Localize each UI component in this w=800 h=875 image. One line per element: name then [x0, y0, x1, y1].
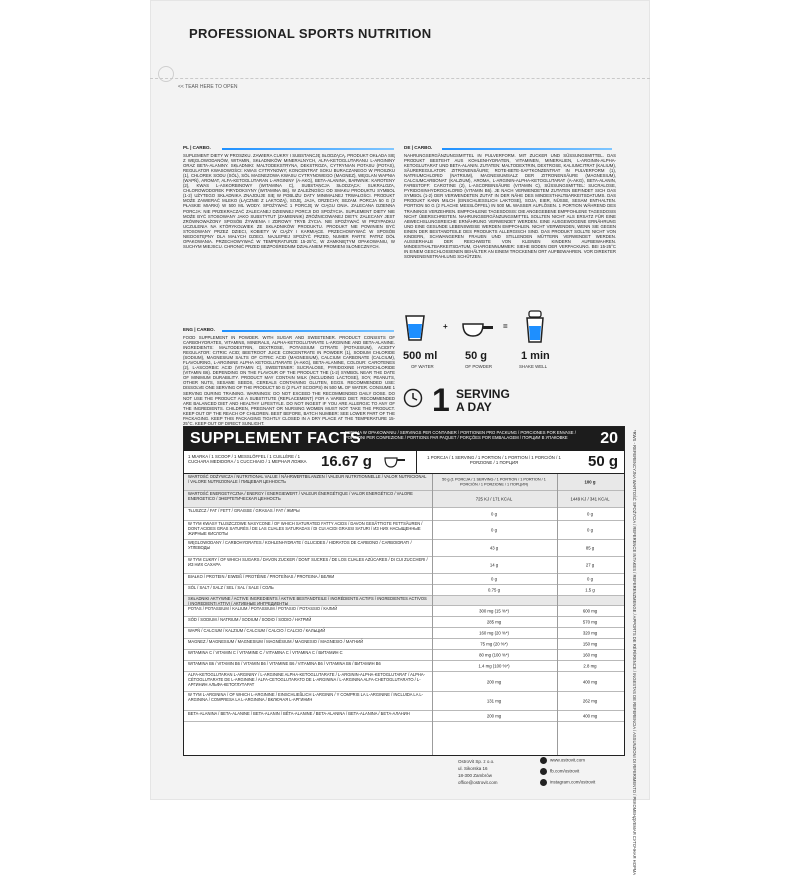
value-per-100g: 400 mg — [582, 713, 598, 719]
value-per-100g: 1.5 g — [585, 587, 595, 593]
value-per-serving: 200 mg — [486, 713, 502, 719]
serving-count: 1 — [432, 382, 450, 418]
nutrient-name: BIAŁKO / PROTEIN / EIWEIß / PROTÉINE / PROTEÍNAS / PROTEINA / БЕЛКИ — [188, 574, 335, 579]
column-divider — [557, 474, 558, 755]
instagram-icon — [540, 779, 547, 786]
table-row — [184, 596, 624, 606]
table-row — [184, 639, 624, 650]
nutrient-name: SKŁADNIKI AKTYWNE / ACTIVE INGREDIENTS / AKTIVE BESTANDTEILE / INGRÉDIENTS ACTIFS / INGREDIENTES ACTIVOS / INGREDIENTI ATTIVI / АКТИВНЫЕ ИНГРЕДИЕНТЫ — [188, 596, 427, 606]
value-per-100g: 85 g — [585, 545, 595, 551]
calendar-clock-icon — [403, 388, 423, 408]
table-row — [184, 540, 624, 557]
supplement-facts-table — [183, 426, 625, 756]
plus-sign: + — [443, 322, 448, 331]
table-row — [184, 661, 624, 672]
serving-line2: A DAY — [456, 400, 492, 414]
nutrition-header-per-serving: 50 g (1 PORCJA / 1 SERVING / 1 PORTION / 1 PORTION / 1 PORCIÓN / 1 PORZIONE / 1 ПОРЦИЯ) — [442, 477, 546, 486]
value-per-serving: 43 g — [489, 545, 499, 551]
web-icon — [540, 757, 547, 764]
nutrient-name: TŁUSZCZ / FAT / FETT / GRAISSE / GRASAS / FAT / ЖИРЫ — [188, 508, 300, 513]
value-per-100g: 1449 KJ / 341 KCAL — [570, 496, 610, 502]
value-per-serving: 725 KJ / 171 KCAL — [475, 496, 513, 502]
value-per-100g: 0 g — [587, 576, 593, 582]
table-row — [184, 628, 624, 639]
nutrient-name: ALFA-KETOGLUTARAN L-ARGININY / L-ARGININE ALPHA-KETOGLUTARATE / L-ARGININ-ALPHA-KETOGLUTARAT / ALPHA-CÉTOGLUTARATE DE L-ARGININE / ALFA-CETOGLUTARATO DE L-ARGININA / L-ARGININA ALFA-CHETOGLUTARATO / L-АРГИНИН АЛЬФА-КЕТОГЛУТАРАТ — [188, 672, 425, 687]
tear-line — [150, 78, 650, 79]
value-per-100g: 570 mg — [582, 619, 598, 625]
de-heading: DE | CARBO. — [404, 145, 433, 150]
nutrient-name: BETA-ALANINA / BETA-ALANINE / BETA-ALANIN / BÊTA-ALANINE / BETA-ALANINA / BETA-ALANINA / БЕТА-АЛАНИН — [188, 711, 410, 716]
table-row — [184, 521, 624, 540]
measuring-scoop-icon — [384, 456, 406, 469]
social-web[interactable] — [540, 757, 585, 764]
value-per-serving: 200 mg — [486, 679, 502, 684]
value-per-serving: 14 g — [489, 562, 499, 568]
value-per-100g: 600 mg — [582, 608, 598, 614]
shaker-icon — [523, 310, 549, 344]
de-description: NAHRUNGSERGÄNZUNGSMITTEL IN PULVERFORM. MIT ZUCKER UND SÜSSUNGSMITTEL. DAS PRODUKT BESTEHT AUS KOHLENHYDRATEN, VITAMINEN, MINERALIEN, L-ARGININ-ALPHA-KETOGLUTARAT UND BETA-ALANIN. ZUTATEN: MALTODEXTRIN, DEXTROSE, KALIUMCITRAT (KALIUM), SÄUREREGULATOR: ZITRONENSÄURE; ROTE-BETE-SAFTKONZENTRAT IN PULVERFORM (1), NATRIUMCHLORID (NATRIUM), MAGNESIUMSALZ DER ZITRONENSÄURE (MAGNESIUM), CALCIUMCARBONAT (KALZIUM), AROMA, L-ARGININ-ALPHA-KETOGLUTARAT (A-AKG), BETA-ALANIN, FARBSTOFF: CAROTINE (2), L-ASCORBINSÄURE (VITAMIN C), SÜSSUNGSMITTEL: SUCRALOSE, PYRIDOXINHYDROCHLORID (VITAMIN B6). JE NACH VERWENDETEM ZUTATEN BEFINDET SICH DAS SYMBOL (1-2) DER VERWENDETEN ZUTAT IN DER NÄHE DES MINDESTHALTBARKEITSDATUMS. DAS PRODUKT KANN MILCH (EINSCHLIESSLICH LAKTOSE), SOJA, EIER, NÜSSE, SESAM ENTHALTEN. PORTION 50 G (2 FLACHE MESSLÖFFEL) IN 500 ML WASSER AUFLÖSEN. 1 PORTION WÄHREND DES TRAININGS VERZEHREN. EMPFOHLENE TAGESDOSIS: DIE ANGEGEBENE EMPFOHLENE TAGESDOSIS NICHT ÜBERSCHREITEN. NAHRUNGSERGÄNZUNGSMITTEL SOLLTEN NICHT ALS ERSATZ FÜR EINE ABWECHSLUNGSREICHE ERNÄHRUNG VERWENDET WERDEN. EINE AUSGEWOGENE ERNÄHRUNG UND EINE GESUNDE LEBENSWEISE WERDEN EMPFOHLEN. NICHT VERWENDEN, WENN SIE GEGEN EINEN DER BESTANDTEILE DES PRODUKTS ALLERGISCH SIND. DAS PRODUKT SOLLTE NICHT VON KINDERN, SCHWANGEREN FRAUEN UND STILLENDEN MÜTTERN VERWENDET WERDEN. AUSSERHALB DER REICHWEITE VON KLEINEN KINDERN AUFBEWAHREN. MINDESTHALTBARKEITSDATUM, CHARGENNUMMER: SIEHE BODEN DER VERPACKUNG. BEI 15-25°C IN EINEM GESCHLOSSENEN BEHÄLTER AN EINEM TROCKENEN ORT AUFBEWAHREN. VOR DIREKTER SONNENEINSTRAHLUNG SCHÜTZEN. — [404, 153, 616, 259]
value-per-serving: 1.4 mg (100 %*) — [478, 663, 510, 669]
divider — [416, 451, 417, 473]
value-per-serving: 80 mg (100 %*) — [479, 652, 509, 658]
nutrient-name: WARTOŚĆ ENERGETYCZNA / ENERGY / ENERGIEWERT / VALEUR ÉNERGÉTIQUE / VALOR ENERGÉTICO / VALORE ENERGETICO / ЭНЕРГЕТИЧЕСКАЯ ЦЕННОСТЬ — [188, 491, 413, 501]
value-per-serving: 0 g — [491, 527, 497, 533]
servings-per-container: 20 — [600, 430, 618, 447]
reference-intake-note: *RWS - REFERENCYJNA WARTOŚĆ SPOŻYCIA / REFERENCE INTAKES / REFERENZMENGE / APPORTS DE RÉFÉRENCE / INGESTAS DE REFERENCIA / ASSUNZIONI DI RIFERIMENTO / РЕКОМЕНДУЕМАЯ СУТОЧНАЯ НОРМА — [632, 430, 637, 875]
facebook-link[interactable]: fb.com/ostrovit — [550, 768, 580, 774]
servings-per-container-label: PORCJA W OPAKOWANIU / SERVINGS PER CONTAINER / PORTIONEN PRO PACKUNG / PORCIONES POR ENVASE / PORZIONI PER CONFEZIONE / PORTIONS PAR PAQUET / PORÇÕES POR EMBALAGEM / ПОРЦИИ В УПАКОВКЕ — [345, 430, 576, 440]
eng-accent-bar — [222, 330, 394, 332]
nutrient-name: W TYM KWASY TŁUSZCZOWE NASYCONE / OF WHICH SATURATED FATTY ACIDS / DAVON GESÄTTIGTE FETTSÄUREN / DONT ACIDES GRAS SATURÉS / DE LAS CUALES SATURADAS / DI CUI ACIDI GRASSI SATURI / ИЗ НИХ НАСЫЩЕННЫЕ ЖИРНЫЕ КИСЛОТЫ — [188, 521, 423, 536]
table-row — [184, 711, 624, 722]
nutrition-header-name: WARTOŚĆ ODŻYWCZA / NUTRITIONAL VALUE / NÄHRWERTBILANZEN / VALEUR NUTRITIONNELLE / VALOR NUTRICIONAL / VALORE NUTRIZIONALE / ПИЩЕВАЯ ЦЕННОСТЬ — [188, 474, 427, 484]
value-per-100g: 400 mg — [582, 679, 598, 684]
value-per-100g: 160 mg — [582, 652, 598, 658]
scoop-icon — [461, 320, 495, 340]
tear-instruction: << TEAR HERE TO OPEN — [178, 84, 238, 90]
serving-size-row — [184, 451, 624, 474]
nutrition-header-per-100g: 100 g — [584, 479, 596, 485]
value-per-100g: 27 g — [585, 562, 595, 568]
value-per-serving: 75 mg (20 %*) — [480, 641, 508, 647]
nutrition-rows — [184, 491, 624, 722]
nutrient-name: WITAMINA B6 / VITAMIN B6 / VITAMIN B6 / VITAMINE B6 / VITAMINA B6 / VITAMINA B6 / ВИТАМИН B6 — [188, 661, 381, 666]
nutrient-name: MAGNEZ / MAGNESIUM / MAGNESIUM / MAGNÉSIUM / MAGNESIO / MAGNESIO / МАГНИЙ — [188, 639, 364, 644]
equals-sign: = — [503, 322, 508, 331]
nutrient-name: SÓL / SALT / SALZ / SEL / SAL / SALE / СОЛЬ — [188, 585, 274, 590]
pl-heading: PL | CARBO. — [183, 145, 211, 150]
table-row — [184, 650, 624, 661]
value-per-100g: 150 mg — [582, 641, 598, 647]
powder-label: OF POWDER — [465, 364, 493, 369]
nutrient-name: W TYM CUKRY / OF WHICH SUGARS / DAVON ZUCKER / DONT SUCRES / DE LOS CUALES AZÚCARES / DI CUI ZUCCHERI / ИЗ НИХ САХАРА — [188, 557, 428, 567]
value-per-100g: 2.8 mg — [583, 663, 597, 669]
company-address — [458, 758, 498, 786]
nutrient-name: W TYM L-ARGININA / OF WHICH L-ARGININE / EINSCHLIEßLICH L-ARGININ / Y COMPRIS LA L-ARGININE / INCLUIDA LA L-ARGININA / COMPRESA LA L-ARGININA / ВКЛЮЧАЯ L-АРГИНИН — [188, 692, 423, 702]
facts-title: SUPPLEMENT FACTS — [190, 430, 362, 447]
instagram-link[interactable]: instagram.com/ostrovit — [550, 779, 596, 785]
value-per-serving: 0.75 g — [488, 587, 500, 593]
powder-amount: 50 g — [465, 350, 488, 362]
table-row — [184, 574, 624, 585]
value-per-serving: 160 mg (20 %*) — [479, 630, 509, 636]
value-per-serving: 0 g — [491, 511, 497, 517]
tear-notch-icon — [158, 66, 174, 82]
social-ig[interactable] — [540, 779, 595, 786]
nutrient-name: WAPŃ / CALCIUM / KALZIUM / CALCIUM / CALCIO / CALCIO / КАЛЬЦИЙ — [188, 628, 326, 633]
value-per-serving: 0 g — [491, 576, 497, 582]
table-row — [184, 557, 624, 574]
water-amount: 500 ml — [403, 350, 438, 362]
preparation-steps — [403, 310, 603, 380]
pl-accent-bar — [222, 148, 394, 150]
value-per-serving: 300 mg (15 %*) — [479, 608, 509, 614]
table-row — [184, 617, 624, 628]
eng-description: FOOD SUPPLEMENT IN POWDER. WITH SUGAR AND SWEETENER. PRODUCT CONSISTS OF CARBOHYDRATES, VITAMINS, MINERALS, ALPHA-KETOGLUTARATE L-ARGININE AND BETA-ALANINE. INGREDIENTS: MALTODEXTRIN, DEXTROSE, POTASSIUM CITRATE (POTASSIUM), ACIDITY REGULATOR: CITRIC ACID; BEETROOT JUICE CONCENTRATE IN POWDER (1), SODIUM CHLORIDE (SODIUM), MAGNESIUM SALTS OF CITRIC ACID (MAGNESIUM), CALCIUM CARBONATE (CALCIUM), FLAVOURING, L-ARGININE ALPHA KETOGLUTARATE (A-AKG), BETA-ALANINE, COLOUR: CAROTENES (2), L-ASCORBIC ACID (VITAMIN C), SWEETENER: SUCRALOSE, PYRIDOXINE HYDROCHLORIDE (VITAMIN B6). DEPENDING ON THE FLAVOUR OF THE PRODUCT THE (1-2) SYMBOL NEAR THE DATE OF MINIMUM DURABILITY. PRODUCT MAY CONTAIN MILK (INCLUDING LACTOSE), SOY, PEANUTS, OTHER NUTS, SESAME SEEDS, CEREALS CONTAINING GLUTEN, EGGS. RECOMMENDED USE: DISSOLVE ONE SERVING OF THE PRODUCT 50 G (2 FLAT SCOOPS) IN 500 ML OF WATER. CONSUME 1 SERVING DURING TRAINING. WARNINGS: DO NOT EXCEED THE RECOMMENDED DAILY DOSE. DO NOT USE THE PRODUCT AS A SUBSTITUTE (REPLACEMENT) FOR A VARIED DIET. RECOMMENDED ARE BALANCED DIET AND HEALTHY LIFESTYLE. DO NOT INGEST IF YOU ARE ALLERGIC TO ANY OF THE INGREDIENTS. CHILDREN, PREGNANT OR NURSING WOMEN MUST NOT TAKE THE PRODUCT. KEEP OUT OF THE REACH OF CHILDREN. BEST BEFORE, BATCH NUMBER: SEE LOWER PART OF THE PACKAGING. KEEP THIS PACKAGING TIGHTLY CLOSED IN A DRY PLACE AT THE TEMPERATURE 15-25°C. KEEP OUT OF DIRECT SUNLIGHT. — [183, 335, 395, 426]
company-street: ul. Sikorska 16 — [458, 766, 488, 771]
value-per-100g: 0 g — [587, 511, 593, 517]
nutrition-header-row — [184, 474, 624, 491]
value-per-serving: 285 mg — [486, 619, 502, 625]
nutrient-name: WĘGLOWODANY / CARBOHYDRATES / KOHLENHYDRATE / GLUCIDES / HIDRATOS DE CARBONO / CARBOIDRATI / УГЛЕВОДЫ — [188, 540, 412, 550]
table-row — [184, 491, 624, 508]
facts-header — [184, 427, 624, 451]
serving-text — [456, 388, 510, 414]
social-fb[interactable] — [540, 768, 579, 775]
web-link[interactable]: www.ostrovit.com — [550, 757, 586, 763]
nutrient-name: POTAS / POTASSIUM / KALIUM / POTASSIUM / POTASIO / POTASSIO / КАЛИЙ — [188, 606, 338, 611]
scoop-label: 1 MIARKA / 1 SCOOP / 1 MESSLÖFFEL / 1 CUILLÈRE / 1 CUCHARA MEDIDORA / 1 CUCCHIAIO / 1 МЕРНАЯ ЛОЖКА — [188, 454, 307, 464]
water-label: OF WATER — [411, 364, 434, 369]
brand-tagline: PROFESSIONAL SPORTS NUTRITION — [189, 26, 432, 41]
company-email[interactable]: office@ostrovit.com — [458, 780, 498, 785]
value-per-serving: 131 mg — [486, 698, 502, 704]
table-row — [184, 606, 624, 617]
value-per-100g: 0 g — [587, 527, 593, 533]
portion-label: 1 PORCJA / 1 SERVING / 1 PORTION / 1 PORTION / 1 PORCIÓN / 1 PORZIONE / 1 ПОРЦИЯ — [427, 455, 561, 465]
value-per-100g: 320 mg — [582, 630, 598, 636]
nutrient-name: SÓD / SODIUM / NATRIUM / SODIUM / SODIO / SODIO / НАТРИЙ — [188, 617, 312, 622]
table-row — [184, 585, 624, 596]
column-divider — [432, 474, 433, 755]
facebook-icon — [540, 768, 547, 775]
table-row — [184, 508, 624, 521]
table-row — [184, 692, 624, 711]
shake-time: 1 min — [521, 350, 550, 362]
serving-line1: SERVING — [456, 387, 510, 401]
shake-label: SHAKE WELL — [519, 364, 548, 369]
portion-weight: 50 g — [587, 453, 618, 470]
nutrient-name: WITAMINA C / VITAMIN C / VITAMINE C / VITAMINA C / VITAMINA C / ВИТАМИН C — [188, 650, 343, 655]
company-city: 18-300 Zambrów — [458, 773, 493, 778]
de-accent-bar — [442, 148, 612, 150]
company-name: OstroVit Sp. z o.o. — [458, 759, 495, 764]
pl-description: SUPLEMENT DIETY W PROSZKU. ZAWIERA CUKRY I SUBSTANCJĘ SŁODZĄCĄ. PRODUKT OKŁADA SIĘ Z WĘGLOWODANÓW, WITAMIN, SKŁADNIKÓW MINERALNYCH, ALFA-KETOGLUTARANU L-ARGININY ORAZ BETA-ALANINY. SKŁADNIKI: MALTODEKSTRYNA, DEKSTROZA, CYTRYNIAN POTASU (POTAS), REGULATOR KWASOWOŚCI: KWAS CYTRYNOWY; KONCENTRAT SOKU BURACZANEGO W PROSZKU (1), CHLOREK SODU (SÓL), SÓL MAGNEZOWA KWASU CYTRYNOWEGO (MAGNEZ), WĘGLAN WAPNIA (WAPŃ), AROMAT, ALFA-KETOGLUTARAN L-ARGININY (A-AKG), BETA-ALANINA, BARWNIK: KAROTENY (2), KWAS L-ASKORBINOWY (WITAMINA C), SUBSTANCJA SŁODZĄCA: SUKRALOZA, CHLOROWODOREK PIRYDOKSYNY (WITAMINA B6). W ZALEŻNOŚCI OD SMAKU PRODUKTU SYMBOL (1-2) UŻYTEGO SKŁADNIKA ZNAJDUJE SIĘ W POBLIŻU DATY MINIMALNEJ TRWAŁOŚCI. PRODUKT MOŻE ZAWIERAĆ MLEKO (ŁĄCZNIE Z LAKTOZĄ), SOJĘ, JAJA, ORZECHY, SEZAM. PORCJA 50 G (2 PŁASKIE MIARKI) W 500 ML WODY. SPOŻYWAĆ 1 PORCJĘ W CIĄGU DNIA. ZALECANA DZIENNA PORCJA: NIE PRZEKRACZAĆ ZALECANEJ DZIENNEJ PORCJI DO SPOŻYCIA. SUPLEMENT DIETY NIE MOŻE BYĆ STOSOWANY JAKO SUBSTYTUT (ZAMIENNIK) ZRÓŻNICOWANEJ DIETY. ZALECANY JEST ZRÓWNOWAŻONY SPOSÓB ŻYWIENIA I ZDROWY TRYB ŻYCIA. NIE SPOŻYWAĆ W PRZYPADKU UCZULENIA NA KTÓRYKOLWIEK ZE SKŁADNIKÓW PRODUKTU. PRODUKT NIE POWINIEN BYĆ STOSOWANY PRZEZ DZIECI, KOBIETY W CIĄŻY I KARMIĄCE. PRZECHOWYWAĆ W SPOSÓB NIEDOSTĘPNY DLA MAŁYCH DZIECI. NAJLEPIEJ SPOŻYĆ PRZED, NUMER PARTII: PATRZ DÓŁ OPAKOWANIA. PRZECHOWYWAĆ W TEMPERATURZE 15-25°C, W ZAMKNIĘTYM OPAKOWANIU, W SUCHYM MIEJSCU. CHRONIĆ PRZED BEZPOŚREDNIM DZIAŁANIEM PROMIENI SŁONECZNYCH. — [183, 153, 395, 249]
eng-heading: ENG | CARBO. — [183, 327, 215, 332]
scoop-weight: 16.67 g — [321, 453, 372, 470]
table-row — [184, 672, 624, 692]
value-per-100g: 262 mg — [582, 698, 598, 704]
glass-icon — [403, 314, 427, 342]
